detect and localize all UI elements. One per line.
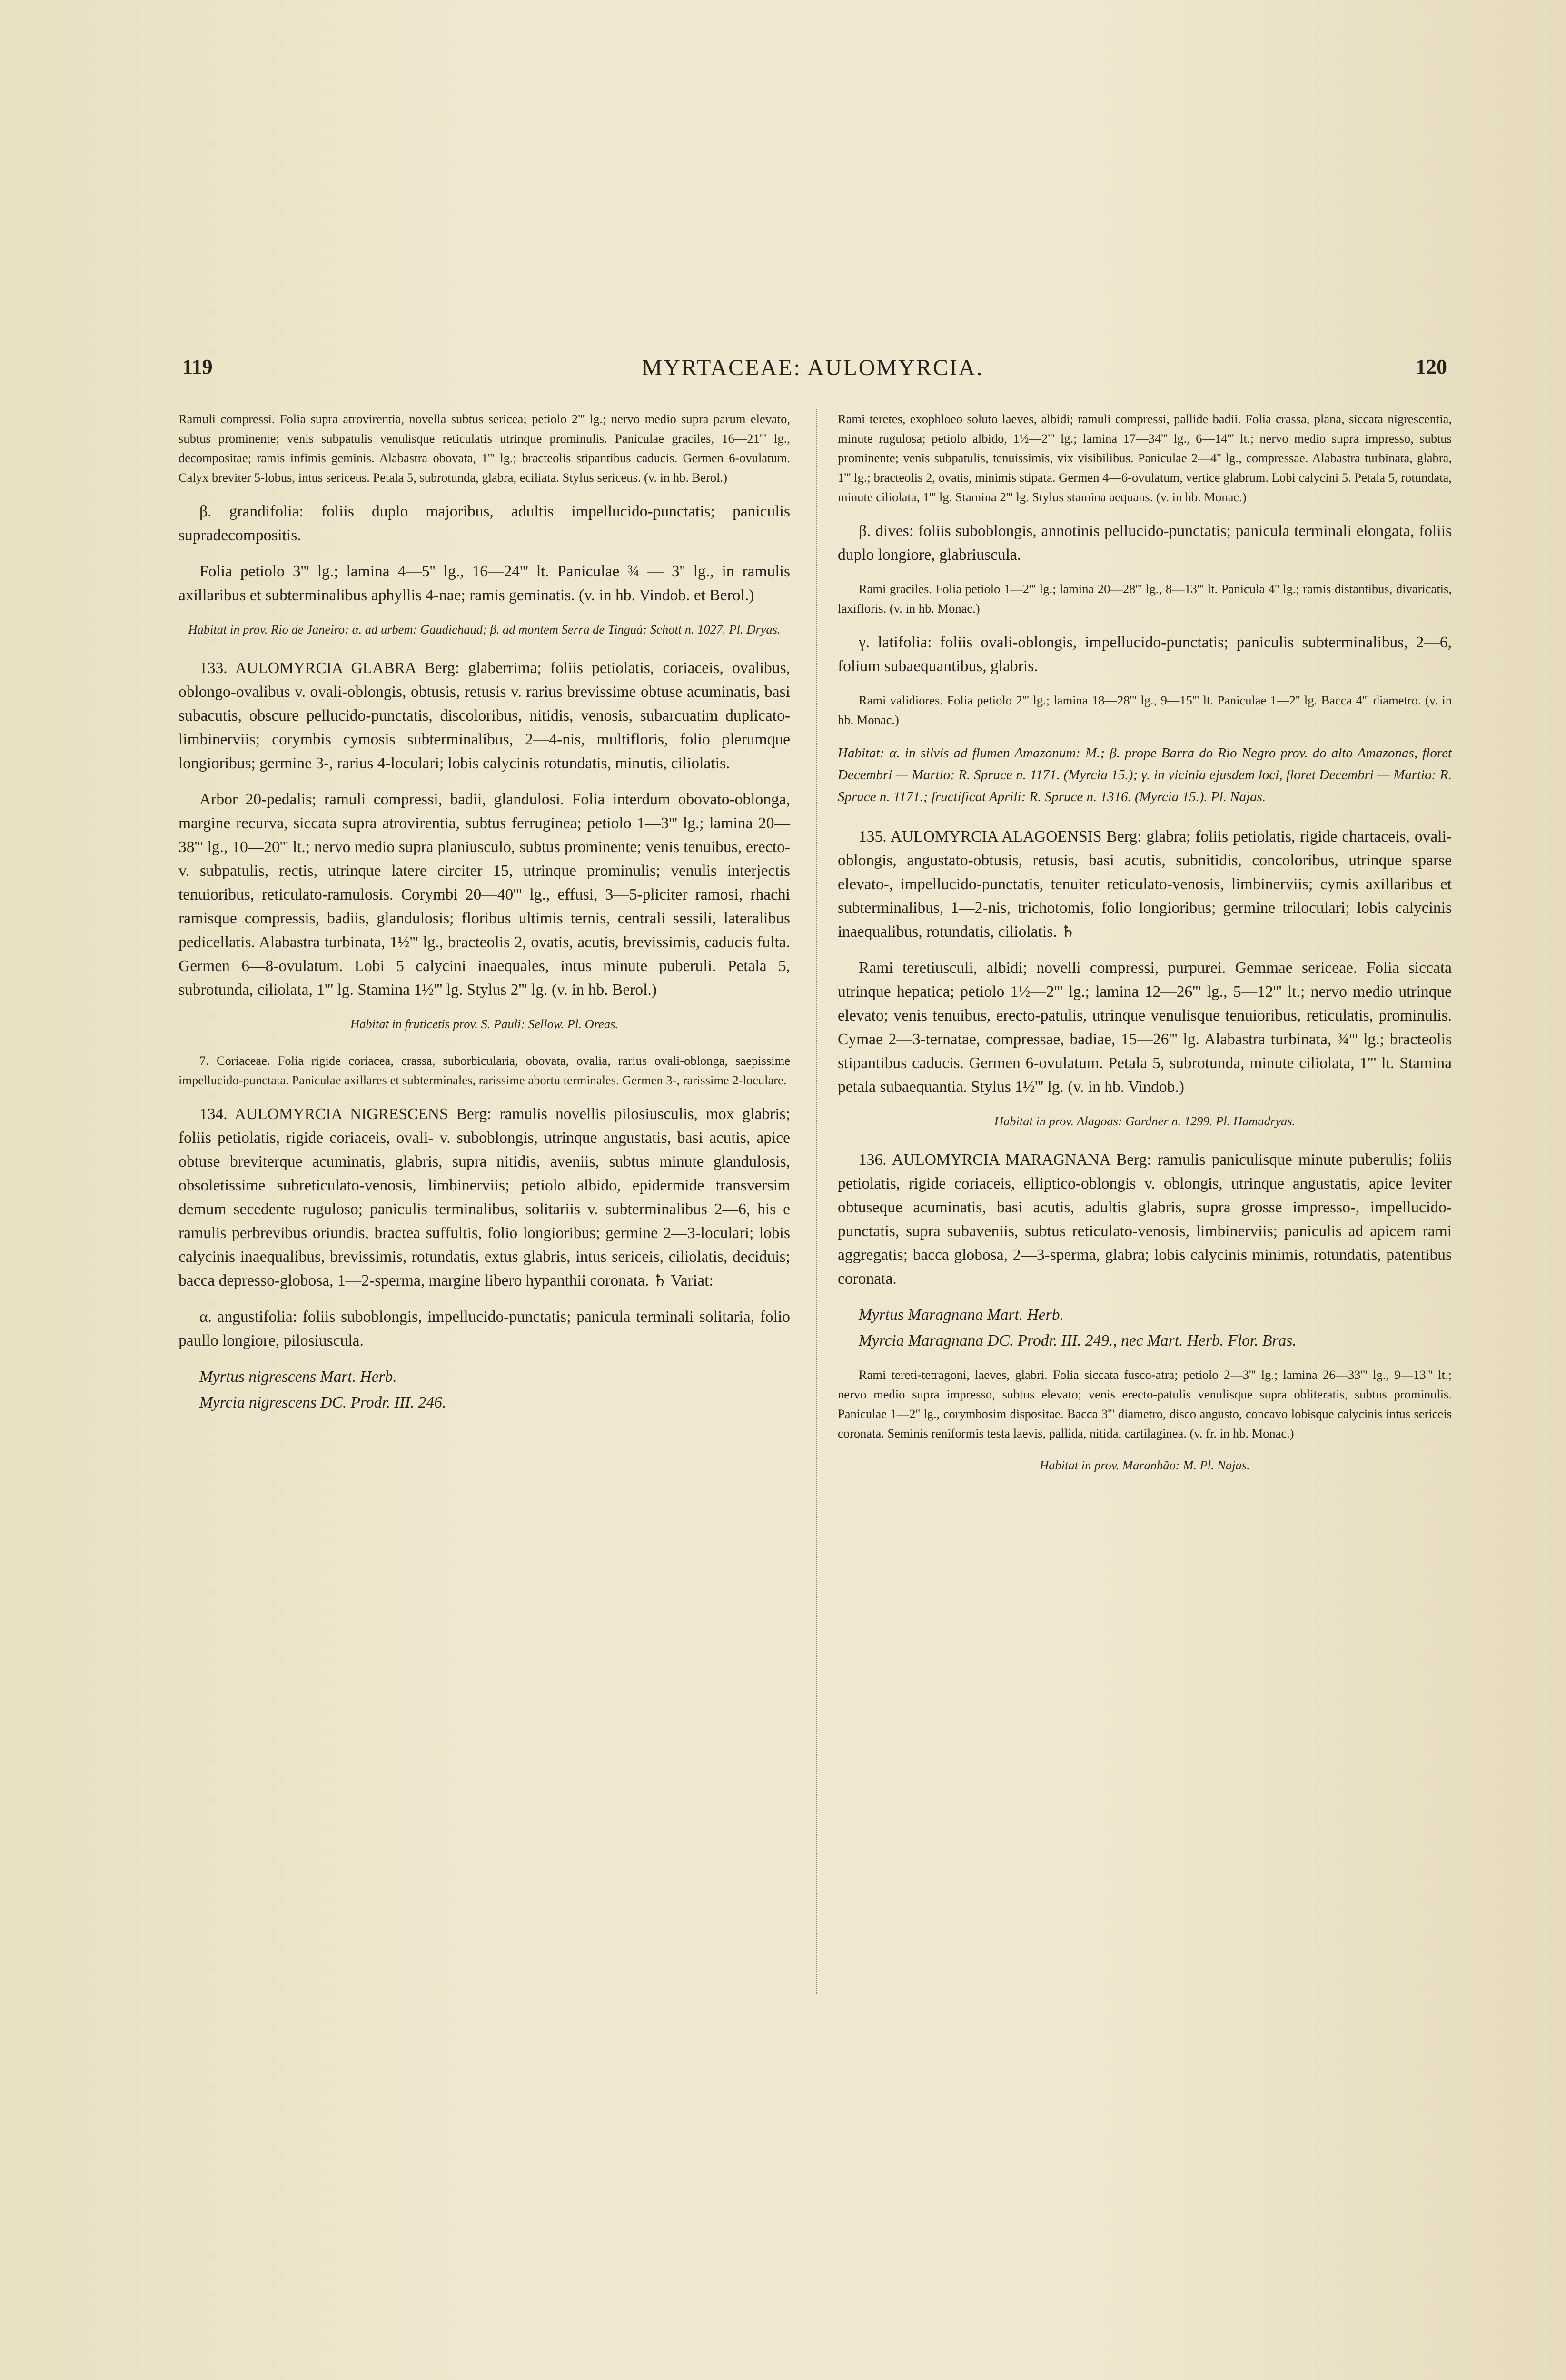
description-paragraph: Rami teretes, exophloeo soluto laeves, albidi; ramuli compressi, pallide badii. Folia crassa, plana, siccata nigrescentia, minute rugulosa; petiolo albido, 1½—2''' lg.; lamina 17—34''' lg., 6—14''' lt.; nervo medio supra impresso, subtus prominente; venis subpatulis, tenuissimis, vix visibilibus. Paniculae 2—4'' lg., compressae. Alabastra turbinata, glabra, 1''' lg.; bracteolis 2, ovatis, minimis stipata. Germen 4—6-ovulatum, vertice glabrum. Lobi calycini 5. Petala 5, rotundata, minute ciliolata, 1''' lg. Stamina 2''' lg. Stylus stamina aequans. (v. in hb. Monac.) (838, 412, 1452, 504)
habitat-note: Habitat: α. in silvis ad flumen Amazonum: M.; β. prope Barra do Rio Negro prov. do alto Amazonas, floret Decembri — Martio: R. Spruce n. 1171. (Myrcia 15.); γ. in vicinia ejusdem loci, floret Decembri — Martio: R. Spruce n. 1171.; fructificat Aprili: R. Spruce n. 1316. (Myrcia 15.). Pl. Najas. (838, 745, 1452, 804)
habitat-note: Habitat in fruticetis prov. S. Pauli: Sellow. Pl. Oreas. (350, 1017, 619, 1031)
page-header (178, 355, 1447, 397)
species-135-diagnosis: 135. AULOMYRCIA ALAGOENSIS Berg: glabra; foliis petiolatis, rigide chartaceis, ovali-oblongis, angustato-obtusis, retusis, basi acutis, subnitidis, concoloribus, utrinque sparse elevato-, impellucido-punctatis, tenuiter reticulato-venosis, limbinerviis; cymis axillaribus et subterminalibus, 1—2-nis, trichotomis, folio longioribus; germine triloculari; lobis calycinis inaequalibus, rotundatis, ciliolatis. ♄ (838, 828, 1452, 941)
page-number-right: 120 (1416, 355, 1447, 378)
synonym-line: Myrcia nigrescens DC. Prodr. III. 246. (199, 1394, 446, 1411)
synonym-line: Myrcia Maragnana DC. Prodr. III. 249., nec Mart. Herb. Flor. Bras. (859, 1332, 1297, 1349)
habitat-note: Habitat in prov. Rio de Janeiro: α. ad urbem: Gaudichaud; β. ad montem Serra de Tinguá: Schott n. 1027. Pl. Dryas. (188, 622, 781, 636)
variety-beta-description: Rami graciles. Folia petiolo 1—2''' lg.; lamina 20—28''' lg., 8—13''' lt. Panicula 4'' lg.; ramis distantibus, divaricatis, laxifloris. (v. in hb. Monac.) (838, 582, 1452, 615)
left-column (178, 409, 790, 1427)
variety-gamma-description: Rami validiores. Folia petiolo 2''' lg.; lamina 18—28''' lg., 9—15''' lt. Paniculae 1—2'' lg. Bacca 4''' diametro. (v. in hb. Monac.) (838, 693, 1452, 727)
habitat-note: Habitat in prov. Maranhão: M. Pl. Najas. (1040, 1458, 1250, 1472)
description-paragraph: Ramuli compressi. Folia supra atrovirentia, novella subtus sericea; petiolo 2''' lg.; nervo medio supra parum elevato, subtus prominente; venis subpatulis venulisque reticulatis utrinque prominulis. Paniculae graciles, 16—21''' lg., decompositae; ramis infimis geminis. Alabastra obovata, 1''' lg.; bracteolis stipantibus caducis. Germen 6-ovulatum. Calyx breviter 5-lobus, intus sericeus. Petala 5, subrotunda, glabra, eciliata. Stylus sericeus. (v. in hb. Berol.) (178, 412, 790, 485)
habitat-note: Habitat in prov. Alagoas: Gardner n. 1299. Pl. Hamadryas. (994, 1114, 1296, 1128)
variety-description: Folia petiolo 3''' lg.; lamina 4—5'' lg., 16—24''' lt. Paniculae ¾ — 3'' lg., in ramulis axillaribus et subterminalibus aphyllis 4-nae; ramis geminatis. (v. in hb. Vindob. et Berol.) (178, 563, 790, 604)
species-136-diagnosis: 136. AULOMYRCIA MARAGNANA Berg: ramulis paniculisque minute puberulis; foliis petiolatis, rigide coriaceis, elliptico-oblongis v. oblongis, utrinque angustatis, apice leviter obtuseque acuminatis, basi acutis, adultis glabris, supra grosse impresso-, impellucido-punctatis, supra subaveniis, subtus reticulato-venosis, limbinerviis; paniculis ad apicem rami aggregatis; bacca globosa, 2—3-sperma, glabra; lobis calycinis minimis, rotundatis, patentibus coronata. (838, 1151, 1452, 1288)
synonym-line: Myrtus nigrescens Mart. Herb. (199, 1368, 397, 1386)
right-column (838, 409, 1452, 1488)
species-133-description: Arbor 20-pedalis; ramuli compressi, badii, glandulosi. Folia interdum obovato-oblonga, margine recurva, siccata supra atrovirentia, subtus ferruginea; petiolo 1—3''' lg.; lamina 20—38''' lg., 10—20''' lt.; nervo medio supra planiusculo, subtus prominente; venis tenuibus, erecto- v. subpatulis, rectis, utrinque latere circiter 15, utrinque prominulis; venulis interjectis tenuioribus, reticulato-ramulosis. Corymbi 20—40''' lg., effusi, 3—5-pliciter ramosi, rhachi ramisque compressis, badiis, glandulosis; floribus ultimis ternis, centrali sessili, lateralibus pedicellatis. Alabastra turbinata, 1½''' lg., bracteolis 2, ovatis, acutis, brevissimis, caducis fulta. Germen 6—8-ovulatum. Lobi 5 calycini inaequales, intus minute puberuli. Petala 5, subrotunda, ciliolata, 1''' lg. Stamina 1½''' lg. Stylus 2''' lg. (v. in hb. Berol.) (178, 791, 790, 999)
page-number-left: 119 (182, 355, 213, 378)
species-136-description: Rami tereti-tetragoni, laeves, glabri. Folia siccata fusco-atra; petiolo 2—3''' lg.; lamina 26—33''' lg., 9—13''' lt.; nervo medio supra impresso, subtus elevato; venis erecto-patulis venulisque supra obliteratis, subtus prominulis. Paniculae 1—2'' lg., corymbosim dispositae. Bacca 3''' diametro, disco angusto, concavo lobisque calycinis intus sericeis coronata. Seminis reniformis testa laevis, pallida, nitida, cartilaginea. (v. fr. in hb. Monac.) (838, 1368, 1452, 1440)
variety-alpha: α. angustifolia: foliis suboblongis, impellucido-punctatis; panicula terminali solitaria, folio paullo longiore, pilosiuscula. (178, 1308, 790, 1349)
running-title: MYRTACEAE: AULOMYRCIA. (642, 355, 984, 380)
species-135-description: Rami teretiusculi, albidi; novelli compressi, purpurei. Gemmae sericeae. Folia siccata utrinque hepatica; petiolo 1½—2''' lg.; lamina 12—26''' lg., 5—12''' lt.; nervo medio utrinque elevato; venis tenuibus, erecto-patulis, utrinque venulisque tenuioribus, reticulatis, prominulis. Cymae 2—3-ternatae, compressae, badiae, 15—26''' lg. Alabastra turbinata, ¾''' lg.; bracteolis stipantibus caducis. Germen 6-ovulatum. Petala 5, subrotunda, minute ciliolata, 1''' lt. Stamina petala subaequantia. Stylus 1½''' lg. (v. in hb. Vindob.) (838, 959, 1452, 1096)
variety-beta: β. dives: foliis suboblongis, annotinis pellucido-punctatis; panicula terminali elongata, foliis duplo longiore, glabriuscula. (838, 522, 1452, 564)
synonym-line: Myrtus Maragnana Mart. Herb. (859, 1306, 1064, 1324)
variety-diagnosis: β. grandifolia: foliis duplo majoribus, adultis impellucido-punctatis; paniculis supradecompositis. (178, 503, 790, 544)
variety-gamma: γ. latifolia: foliis ovali-oblongis, impellucido-punctatis; paniculis subterminalibus, 2—6, folium subaequantibus, glabris. (838, 634, 1452, 675)
species-134-diagnosis: 134. AULOMYRCIA NIGRESCENS Berg: ramulis novellis pilosiusculis, mox glabris; foliis petiolatis, rigide coriaceis, ovali- v. suboblongis, utrinque angustatis, basi acutis, apice obtuse breviterque acuminatis, glabris, supra nitidis, aveniis, subtus minute glandulosis, obsoletissime subreticulato-venosis, limbinerviis; petiolo albido, epidermide transversim demum secedente ruguloso; paniculis terminalibus, solitariis v. subterminalibus 2—6, his e ramulis perbrevibus oriundis, bractea suffultis, folio longioribus; germine 2—3-loculari; lobis calycinis inaequalibus, brevissimis, rotundatis, extus glabris, intus sericeis, ciliolatis, deciduis; bacca depresso-globosa, 1—2-sperma, margine libero hypanthii coronata. ♄ Variat: (178, 1105, 790, 1289)
species-133-diagnosis: 133. AULOMYRCIA GLABRA Berg: glaberrima; foliis petiolatis, coriaceis, ovalibus, oblongo-ovalibus v. ovali-oblongis, obtusis, retusis v. rarius brevissime obtuse acuminatis, basi subacutis, obscure pellucido-punctatis, discoloribus, nitidis, venosis, subarcuatim duplicato-limbinerviis; corymbis cymosis subterminalibus, 2—4-nis, multifloris, folio plerumque longioribus; germine 3-, rarius 4-loculari; lobis calycinis rotundatis, minutis, ciliolatis. (178, 659, 790, 772)
column-divider (816, 409, 817, 1994)
section-coriaceae-note: 7. Coriaceae. Folia rigide coriacea, crassa, suborbicularia, obovata, ovalia, rarius ovali-oblonga, saepissime impellucido-punctata. Paniculae axillares et subterminales, rarissime abortu terminales. Germen 3-, rarissime 2-loculare. (178, 1053, 790, 1087)
